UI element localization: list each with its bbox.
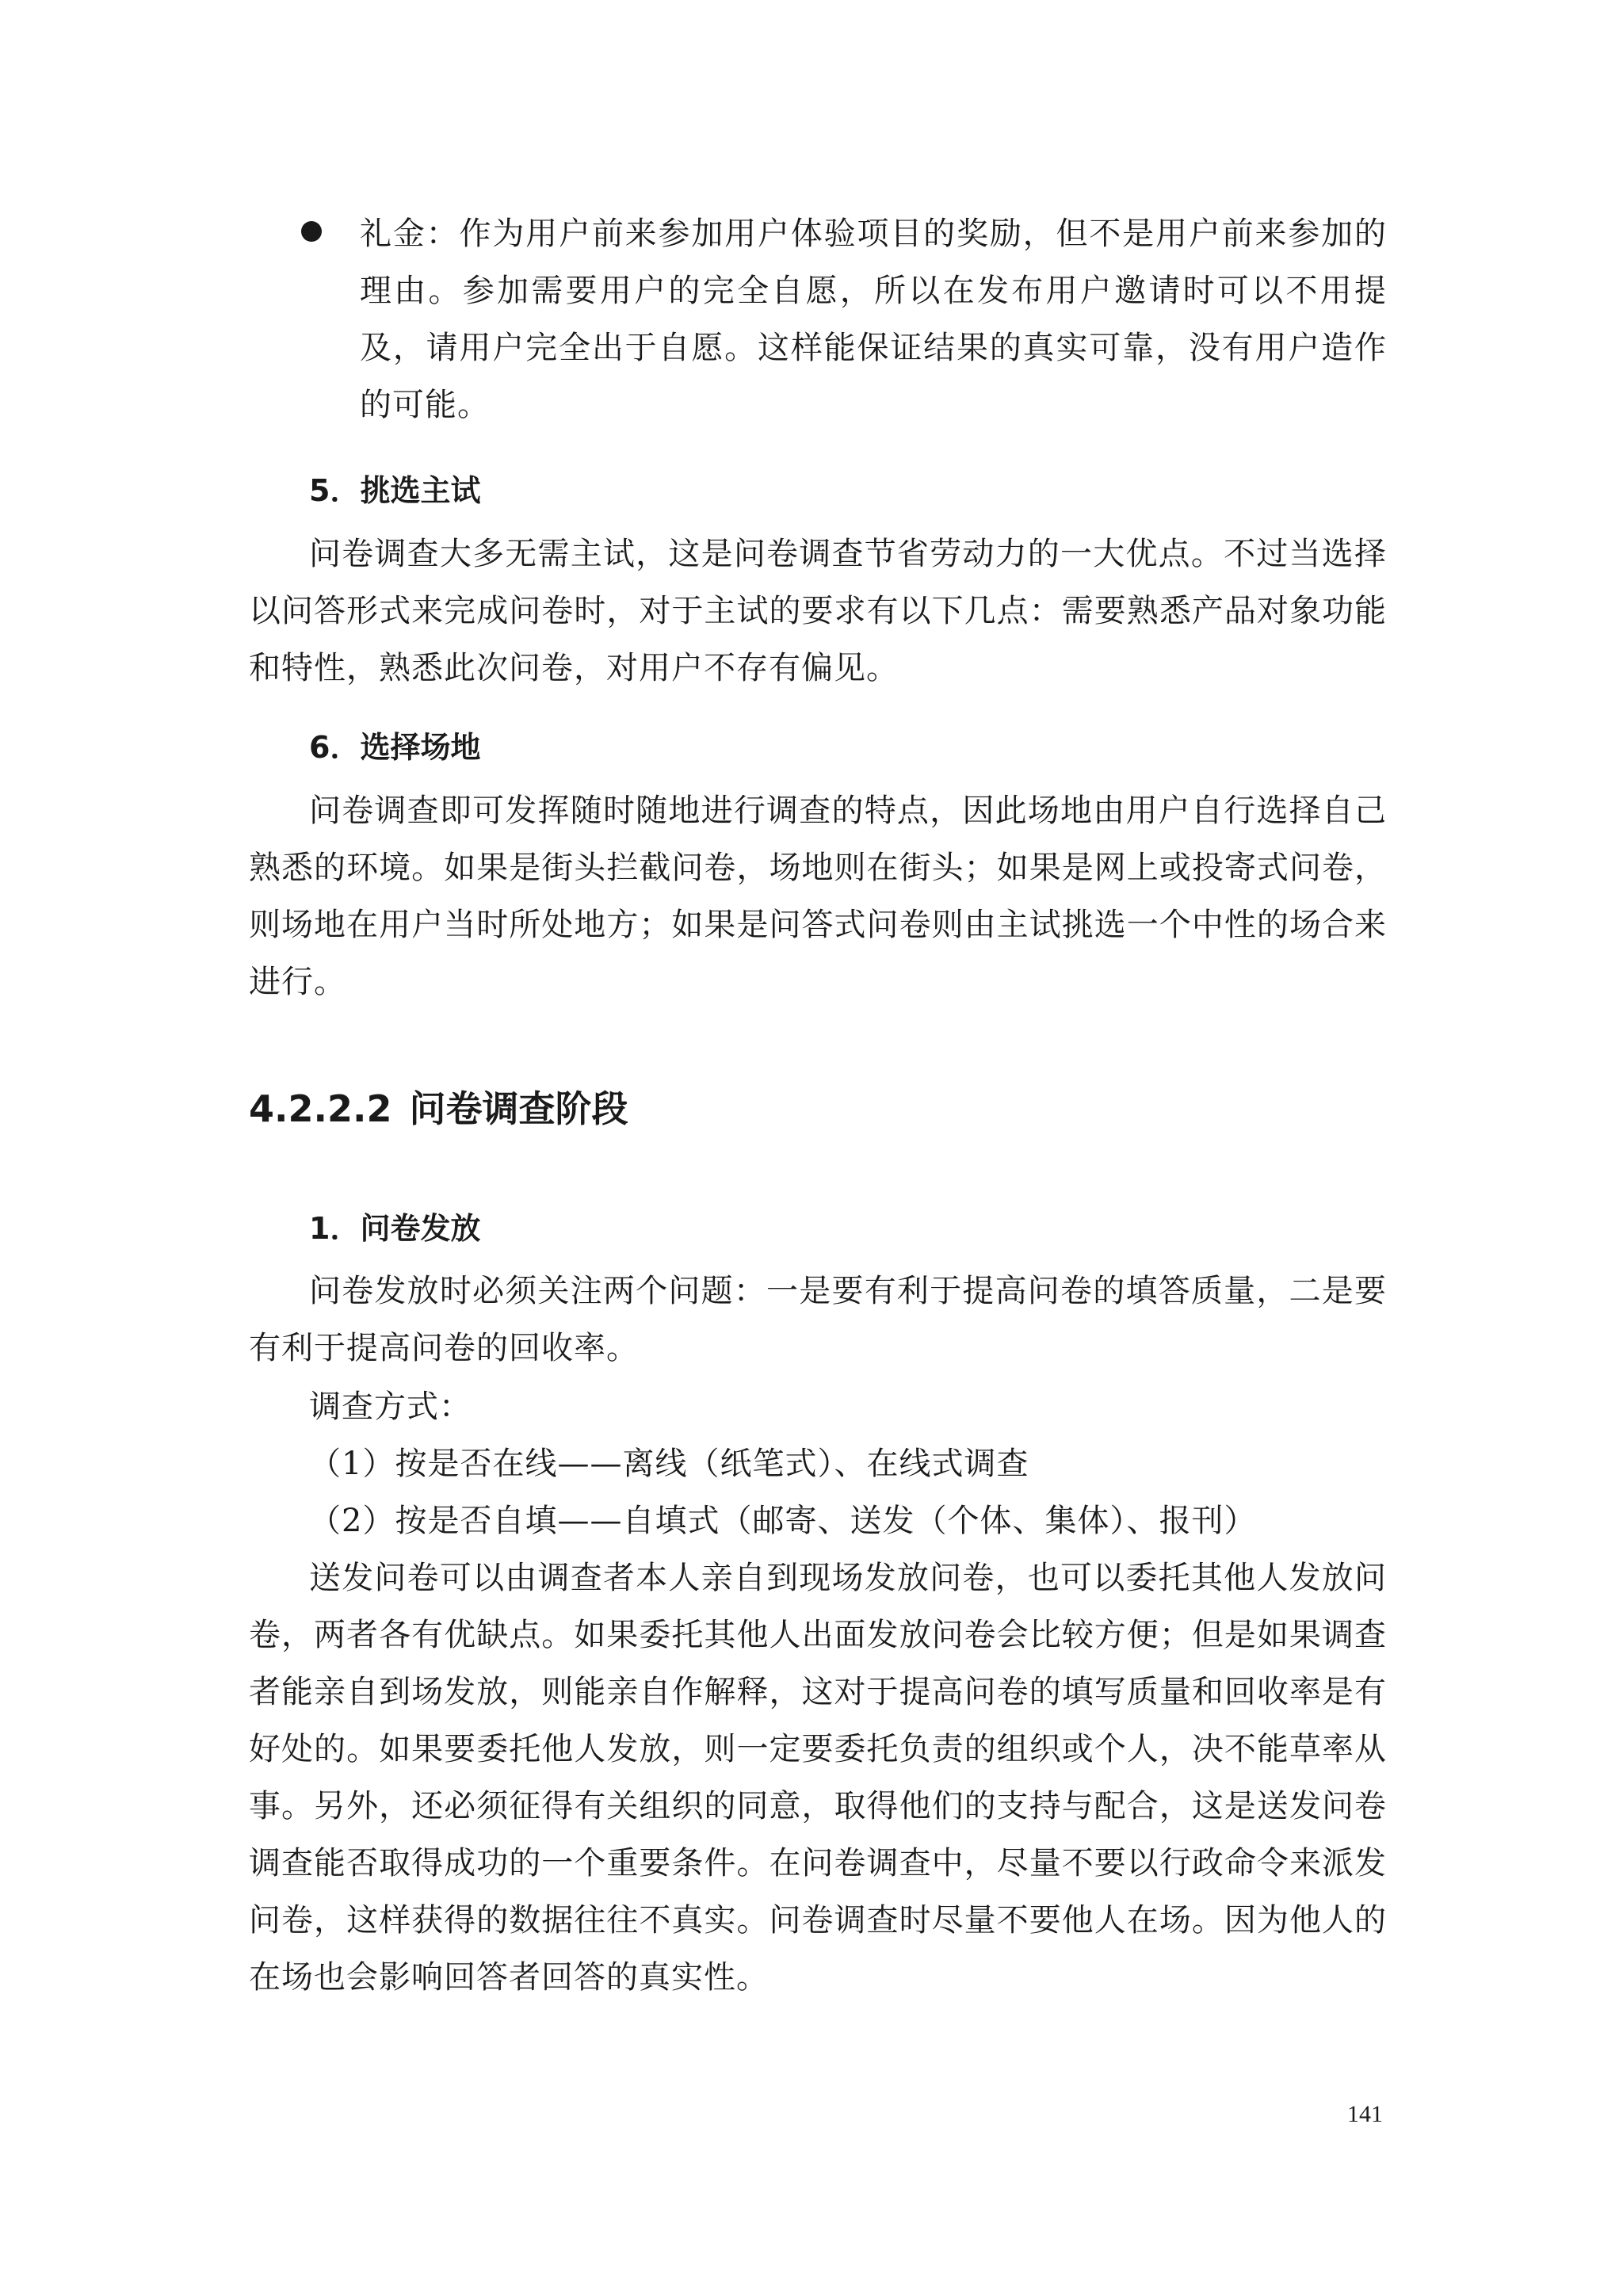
subheading-6: 6．选择场地: [309, 730, 481, 765]
method-item-2: （2）按是否自填——自填式（邮寄、送发（个体、集体）、报刊）: [309, 1503, 1257, 1539]
page-number: 141: [1347, 2101, 1383, 2127]
paragraph-distribution: 送发问卷可以由调查者本人亲自到现场发放问卷，也可以委托其他人发放问卷，两者各有优缺点。如果委托其他人出面发放问卷会比较方便；但是如果调查者能亲自到场发放，则能亲自作解释，这对于提高问卷的填写质量和回收率是有好处的。如果要委托他人发放，则一定要委托负责的组织或个人，决不能草率从事。另外，还必须征得有关组织的同意，取得他们的支持与配合，这是送发问卷调查能否取得成功的一个重要条件。在问卷调查中，尽量不要以行政命令来派发问卷，这样获得的数据往往不真实。问卷调查时尽量不要他人在场。因为他人的在场也会影响回答者回答的真实性。: [249, 1560, 1387, 1996]
subheading-1: 1．问卷发放: [309, 1211, 481, 1246]
section-title-text: 问卷调查阶段: [409, 1087, 628, 1130]
bullet-dot-icon: [301, 221, 322, 242]
method-item-1: （1）按是否在线——离线（纸笔式）、在线式调查: [309, 1446, 1029, 1482]
bullet-paragraph: 礼金：作为用户前来参加用户体验项目的奖励，但不是用户前来参加的理由。参加需要用户的完全自愿，所以在发布用户邀请时可以不用提及，请用户完全出于自愿。这样能保证结果的真实可靠，没有用户造作的可能。: [360, 216, 1387, 423]
section-heading: [249, 1081, 628, 1137]
paragraph-5: 问卷调查大多无需主试，这是问卷调查节省劳动力的一大优点。不过当选择以问答形式来完成问卷时，对于主试的要求有以下几点：需要熟悉产品对象功能和特性，熟悉此次问卷，对用户不存有偏见。: [249, 536, 1387, 686]
section-number: 4.2.2.2: [249, 1087, 392, 1130]
subheading-5: 5．挑选主试: [309, 473, 481, 508]
paragraph-intro: 问卷发放时必须关注两个问题：一是要有利于提高问卷的填答质量，二是要有利于提高问卷的回收率。: [249, 1273, 1387, 1366]
methods-label: 调查方式：: [309, 1389, 472, 1425]
paragraph-6: 问卷调查即可发挥随时随地进行调查的特点，因此场地由用户自行选择自己熟悉的环境。如果是街头拦截问卷，场地则在街头；如果是网上或投寄式问卷，则场地在用户当时所处地方；如果是问答式问卷则由主试挑选一个中性的场合来进行。: [249, 793, 1387, 1000]
